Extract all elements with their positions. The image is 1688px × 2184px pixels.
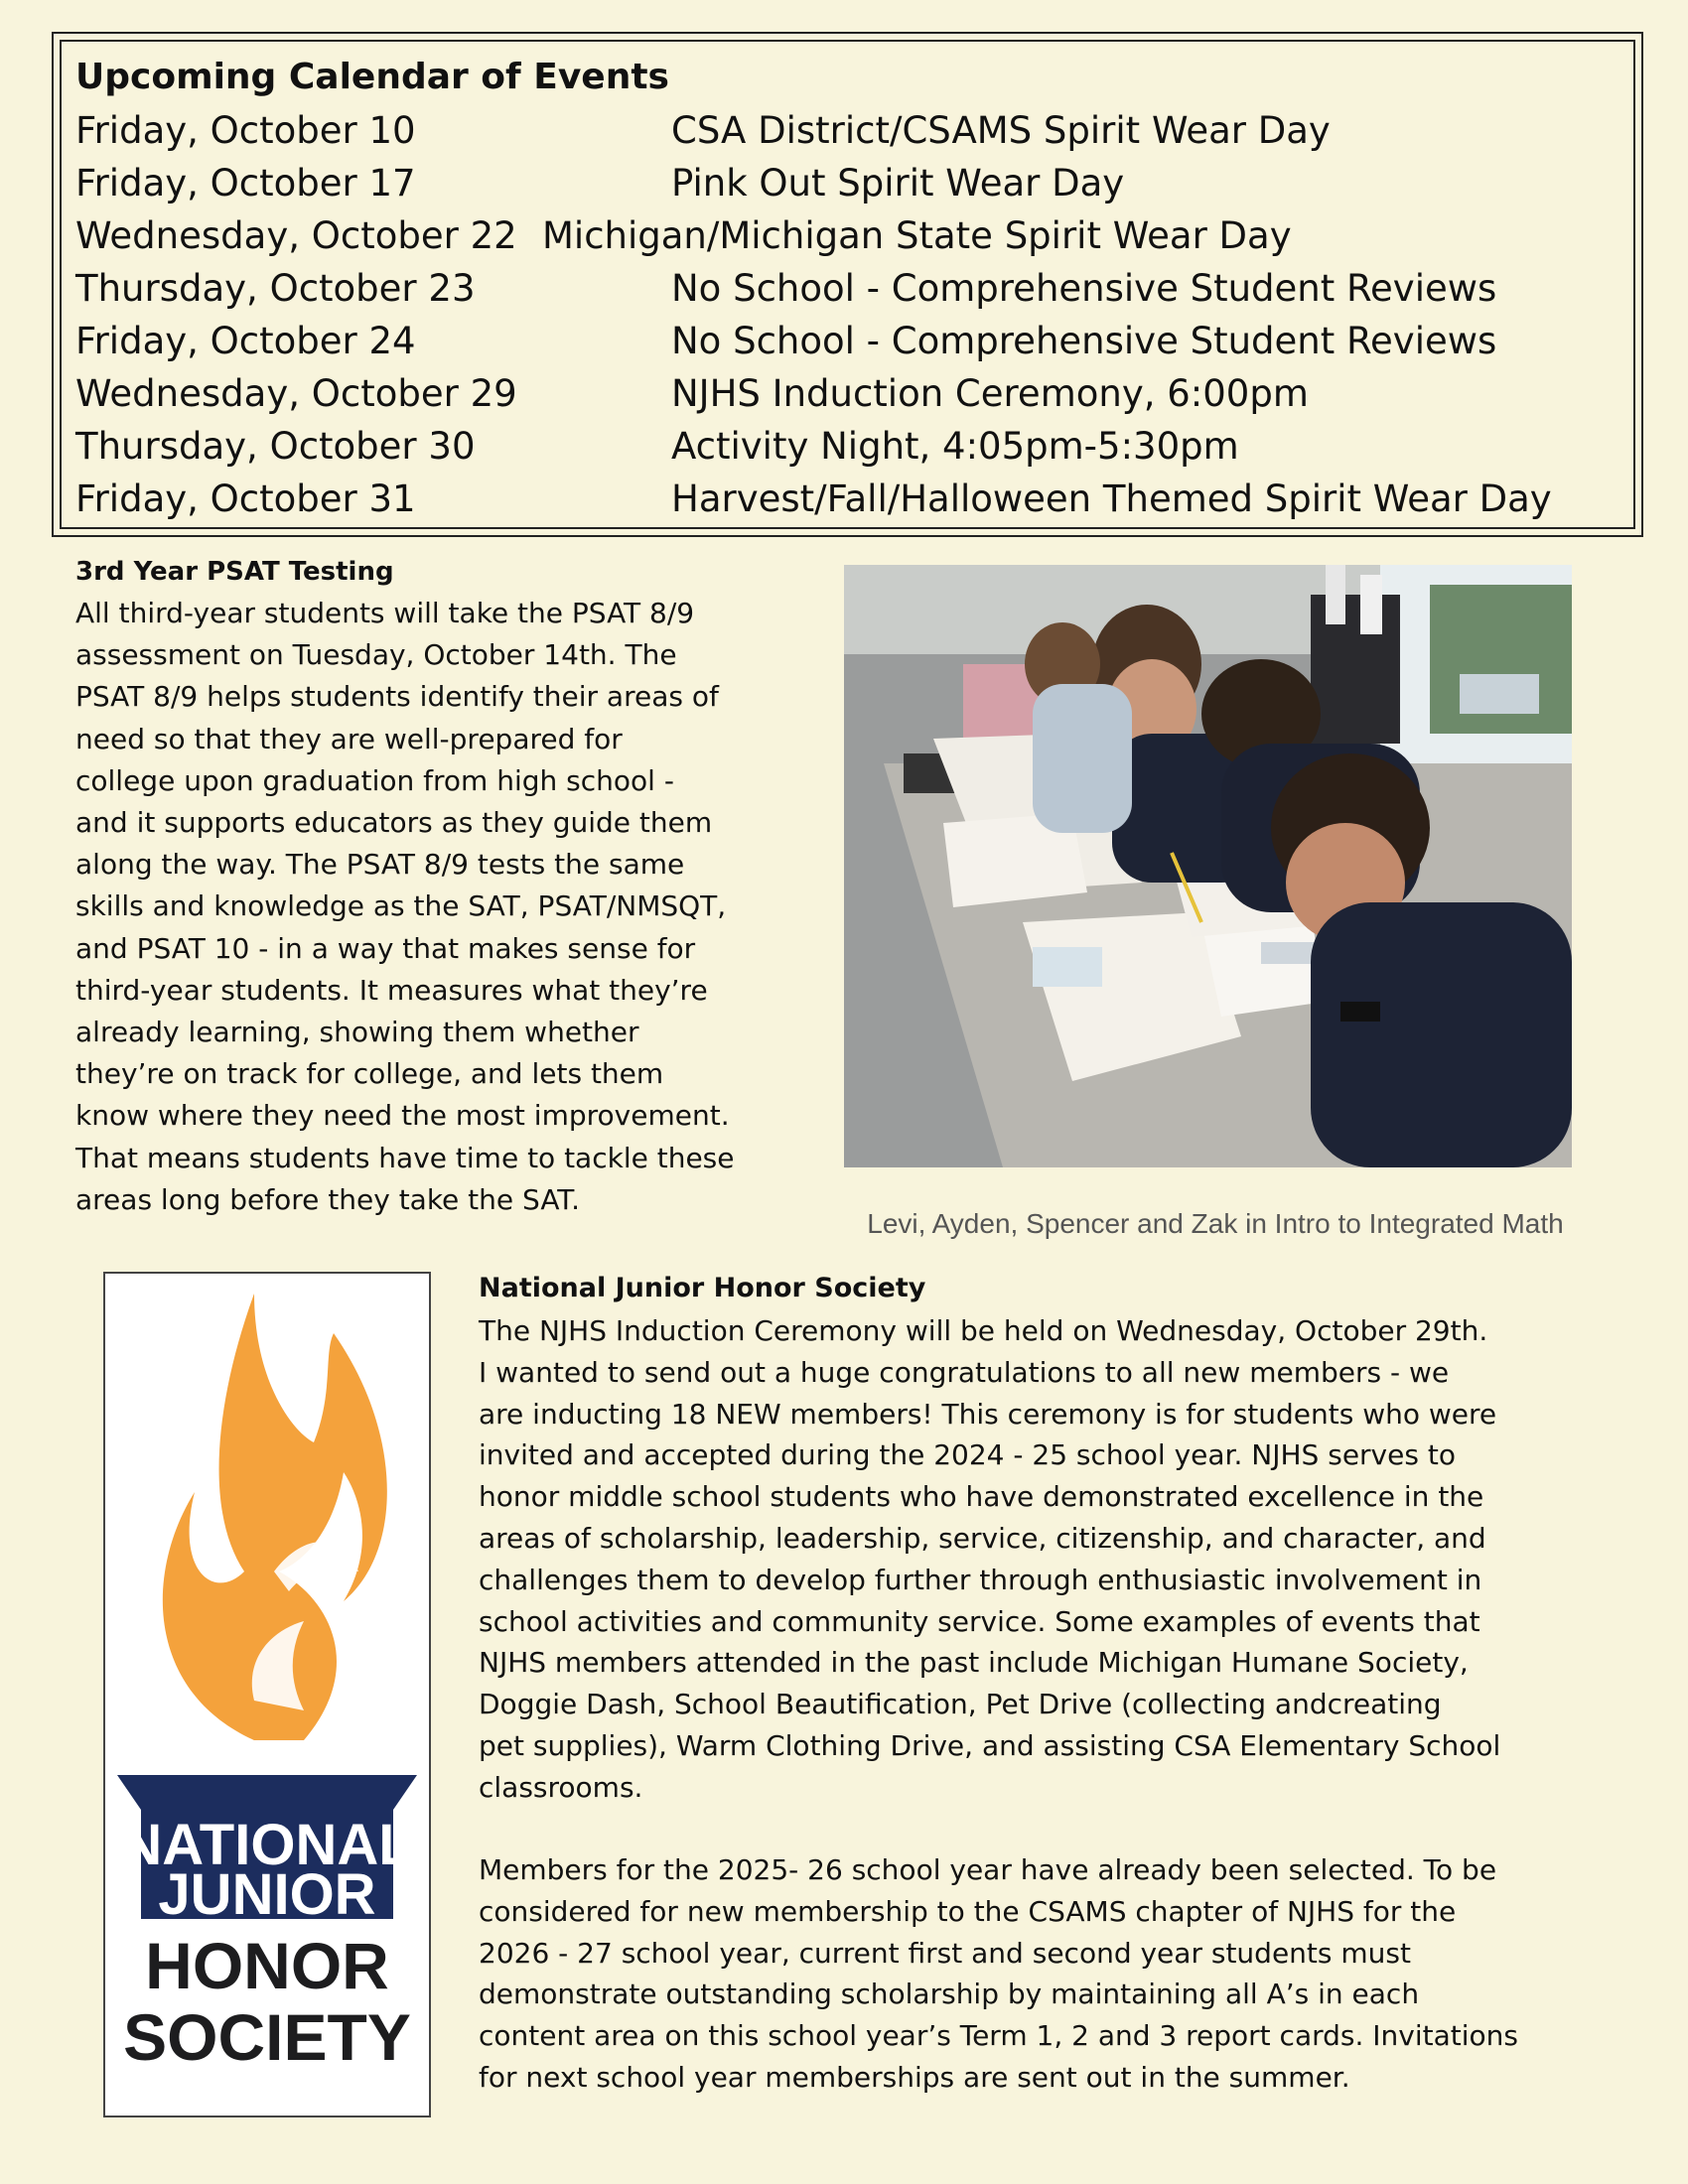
calendar-row <box>75 473 1624 525</box>
photo-caption: Levi, Ayden, Spencer and Zak in Intro to Integrated Math <box>867 1208 1564 1239</box>
event-date: Friday, October 10 <box>75 109 416 152</box>
event-name: No School - Comprehensive Student Reviews <box>671 320 1497 362</box>
logo-text-junior: JUNIOR <box>158 1862 376 1927</box>
calendar-row <box>75 367 1624 420</box>
event-name: No School - Comprehensive Student Reviews <box>671 267 1497 310</box>
event-date: Friday, October 17 <box>75 162 416 205</box>
calendar-row <box>75 104 1624 157</box>
logo-text-honor: HONOR <box>145 1929 389 2002</box>
classroom-photo-illustration <box>844 565 1572 1167</box>
event-date: Wednesday, October 22 <box>75 214 517 257</box>
event-name: NJHS Induction Ceremony, 6:00pm <box>671 372 1309 415</box>
event-date: Thursday, October 23 <box>75 267 476 310</box>
calendar-row <box>75 315 1624 367</box>
njhs-paragraph-membership: Members for the 2025- 26 school year have already been selected. To be considered for new membership to the CSAMS chapter of NJHS for the 2026 - 27 school year, current first and second year students must demonstrate outstanding scholarship by maintaining all A’s in each content area on this school year’s Term 1, 2 and 3 report cards. Invitations for next school year memberships are sent out in the summer. <box>479 1853 1518 2094</box>
event-date: Thursday, October 30 <box>75 425 476 468</box>
event-date: Friday, October 24 <box>75 320 416 362</box>
classroom-photo <box>844 565 1572 1167</box>
event-date: Friday, October 31 <box>75 478 416 520</box>
calendar-row <box>75 157 1624 209</box>
event-name: Pink Out Spirit Wear Day <box>671 162 1125 205</box>
logo-text-society: SOCIETY <box>123 2000 411 2074</box>
event-name: Activity Night, 4:05pm-5:30pm <box>671 425 1239 468</box>
njhs-logo-graphic <box>105 1274 429 2116</box>
logo-text-national: NATIONAL <box>120 1813 414 1877</box>
event-name: CSA District/CSAMS Spirit Wear Day <box>671 109 1331 152</box>
calendar-title: Upcoming Calendar of Events <box>75 57 669 97</box>
calendar-row <box>75 420 1624 473</box>
calendar-row <box>75 209 1624 262</box>
njhs-heading: National Junior Honor Society <box>479 1273 926 1303</box>
njhs-logo <box>103 1272 431 2117</box>
event-name: Harvest/Fall/Halloween Themed Spirit Wear Day <box>671 478 1552 520</box>
psat-heading: 3rd Year PSAT Testing <box>75 557 394 587</box>
njhs-paragraph: The NJHS Induction Ceremony will be held on Wednesday, October 29th. I wanted to send out a huge congratulations to all new members - we are inducting 18 NEW members! This ceremony is for students who were invited and accepted during the 2024 - 25 school year. NJHS serves to honor middle school students who have demonstrated excellence in the areas of scholarship, leadership, service, citizenship, and character, and challenges them to develop further through enthusiastic involvement in school activities and community service. Some examples of events that NJHS members attended in the past include Michigan Humane Society, Doggie Dash, School Beautification, Pet Drive (collecting andcreating pet supplies), Warm Clothing Drive, and assisting CSA Elementary School classrooms. <box>479 1314 1501 1804</box>
event-name: Michigan/Michigan State Spirit Wear Day <box>542 214 1292 257</box>
event-date: Wednesday, October 29 <box>75 372 517 415</box>
psat-paragraph: All third-year students will take the PSAT 8/9 assessment on Tuesday, October 14th. The PSAT 8/9 helps students identify their areas of need so that they are well-prepared for college upon graduation from high school - and it supports educators as they guide them along the way. The PSAT 8/9 tests the same skills and knowledge as the SAT, PSAT/NMSQT, and PSAT 10 - in a way that makes sense for third-year students. It measures what they’re already learning, showing them whether they’re on track for college, and lets them know where they need the most improvement. That means students have time to tackle these areas long before they take the SAT. <box>75 597 735 1216</box>
calendar-row <box>75 262 1624 315</box>
